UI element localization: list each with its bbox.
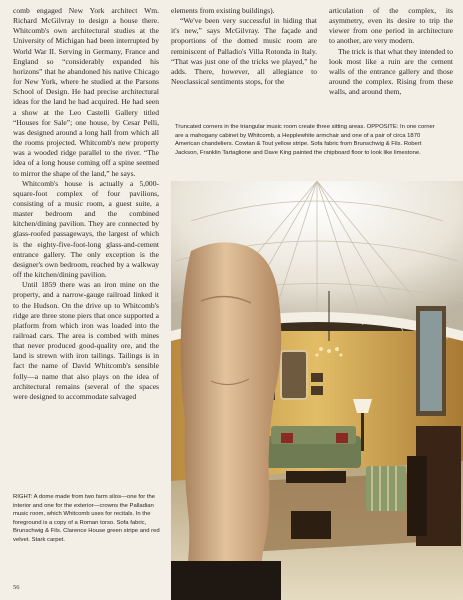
paragraph: The trick is that what they intended to look most like a ruin are the cement walls of the entrance gallery and those around the complex. Rising from these walls, and around them,	[329, 46, 453, 97]
paragraph: elements from existing buildings).	[171, 6, 275, 15]
photo-caption-top: Truncated corners in the triangular music room create three sitting areas. OPPOSITE: In one corner are a mahogany cabinet by Whitcomb, a Hepplewhite armchair and one of a pair of circa 1870 American chandeliers. Cowtan & Tout yellow stripe. Sofa fabric from Brunschwig & Fils. Robert Jackson, Franklin Tartaglione and Dave King painted the chipboard floor to look like limestone.	[175, 124, 435, 156]
body-text-column-3	[329, 6, 453, 97]
music-room-photo	[171, 181, 463, 600]
body-text-column-2	[171, 6, 317, 87]
paragraph: “We've been very successful in hiding that it's new,” says McGilvray. The façade and proportions of the domed music room are reminiscent of Palladio's Villa Rotonda in Italy. “That was just one of the tricks we played,” he adds. There, however, all allegiance to Neoclassical sentiments stops, for the	[171, 16, 317, 87]
paragraph: articulation of the complex, its asymmetry, even its desire to trip the viewer from one period in architecture to another, are very modern.	[329, 6, 453, 46]
body-text-column-1	[13, 6, 159, 402]
paragraph: Whitcomb's house is actually a 5,000-square-foot complex of four pavilions, consisting of a music room, a guest suite, a master bedroom and the combined kitchen/dining pavilion. They are connected by glass-roofed passageways, the largest of which is the eighty-five-foot-long glass-and-cement entrance gallery. The only exception is the designer's own bedroom, reached by a walkway off the kitchen/dining pavilion.	[13, 178, 159, 280]
page-number: 56	[13, 584, 20, 591]
paragraph: comb engaged New York architect Wm. Richard McGilvray to design a house there. Whitcomb's own architectural studies at the University of Michigan had been interrupted by World War II. Serving in Germany, France and England so “considerably expanded his horizons” that he abandoned his native Chicago for New York, where he studied at the Parsons School of Design. He had precise architectural ideas for the land he had acquired. He had seen a show at the Leo Castelli Gallery titled “Houses for Sale”; one house, by Cesar Pelli, was designed around a long hall from which all the rooms projected. Whitcomb's new property was a wooded ridge parallel to the river. “The idea of a long house coming off a spine seemed to mirror the shape of the land,” he says.	[13, 6, 159, 178]
paragraph: Until 1859 there was an iron mine on the property, and a narrow-gauge railroad linked it to the Hudson. On the drive up to Whitcomb's ridge are three stone piers that once supported a platform from which iron was loaded into the railroad cars. The area is combed with mines that never produced good-quality ore, and the land is strewn with iron tailings. Tailings is in fact the name of David Whitcomb's sensible folly—a name that also plays on the idea of architectural remains (several of the spaces were designed to accommodate salvaged	[13, 280, 159, 401]
photo-caption-bottom: RIGHT: A dome made from two farm silos—one for the interior and one for the exterior—crowns the Palladian music room, which Whitcomb uses for recitals. In the foreground is a copy of a Roman torso. Sofa fabric, Brunschwig & Fils. Clarence House green stripe and red velvet. Stark carpet.	[13, 494, 160, 543]
music-room-illustration	[171, 181, 463, 600]
